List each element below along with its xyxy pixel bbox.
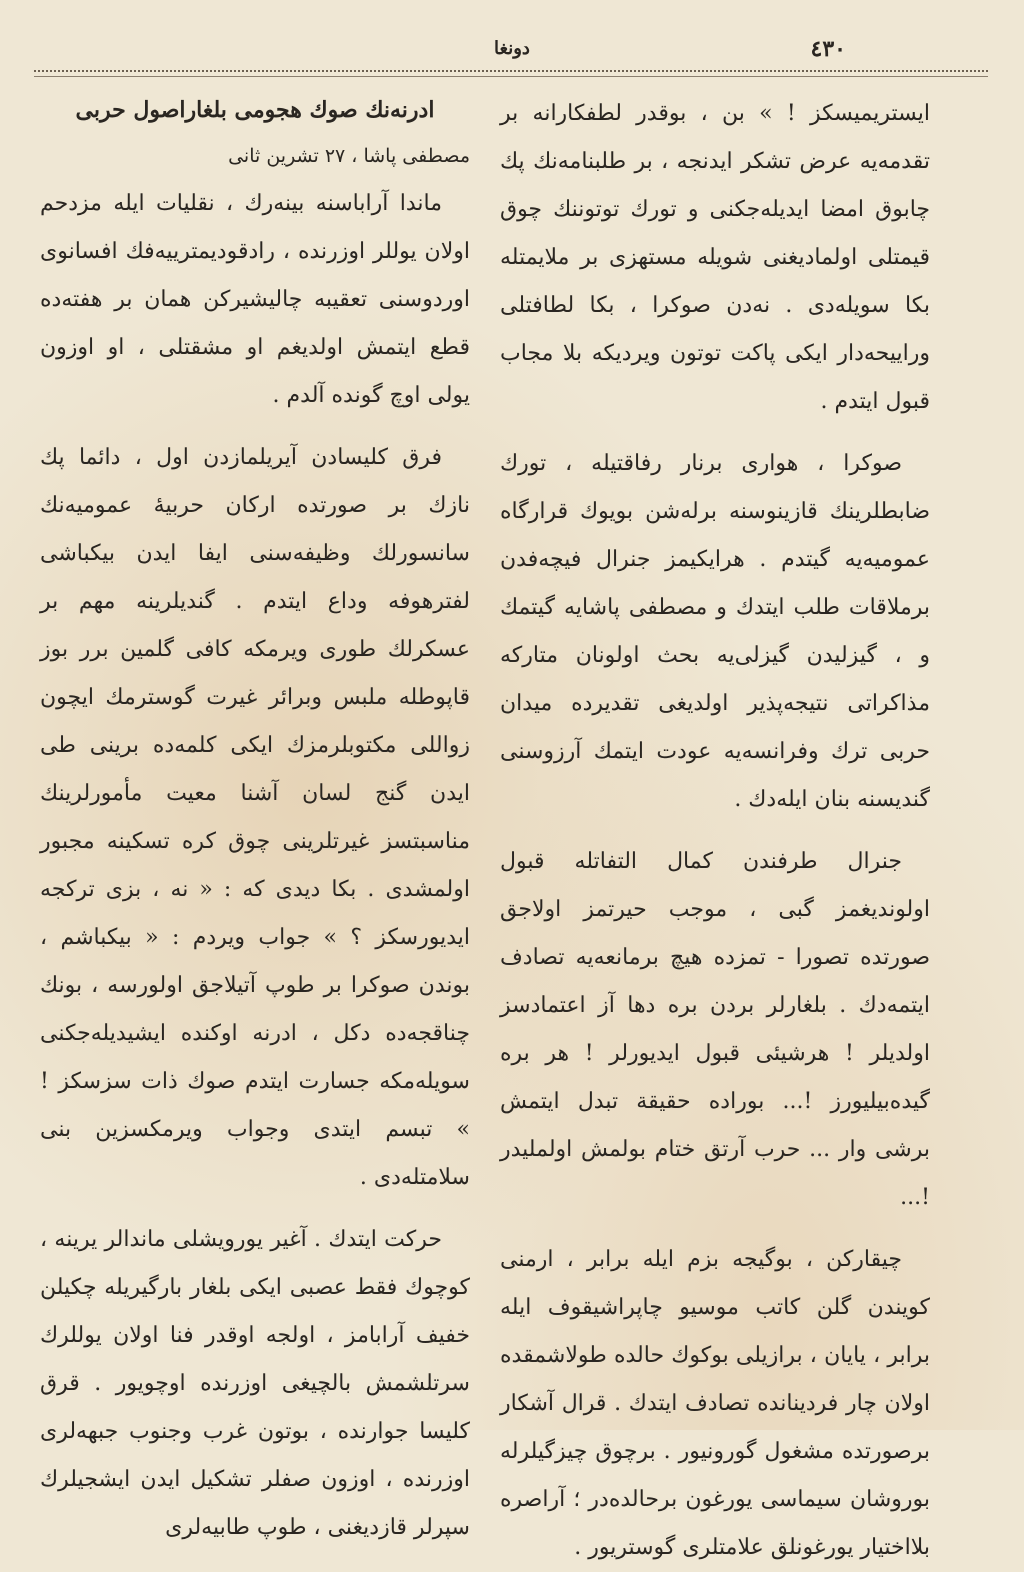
left-column xyxy=(40,90,470,1552)
paragraph: حركت ايتدك . آغير يورويشلى ماندالر يرينه ، كوچوك فقط عصبى ايكى بلغار بارگيريله چكيلن خفيف آرابامز ، اولجه اوقدر فنا اولان يوللرك سرتلشمش بالچيغى اوزرنده اوچويور . قرق كليسا جوارنده ، بوتون غرب وجنوب جبهه‌لرى اوزرنده ، اوزون صفلر تشكيل ايدن ايشجيلرك سپرلر قازديغنى ، طوپ طابيه‌لرى xyxy=(40,1227,470,1540)
running-title: دونغا xyxy=(494,38,530,59)
right-column xyxy=(500,90,930,1572)
paragraph: فرق كليسادن آيريلمازدن اول ، دائما پك نازك بر صورتده اركان حربيۀ عموميه‌نك سانسورلك وظيفه‌سنى ايفا ايدن بيكباشى لفترهوفه وداع ايتدم . گنديلرينه مهم بر عسكرلك طورى ويرمكه كافى گلمين برر بوز قاپوطله ملبس وبرائر غيرت گوسترمك ايچون زواللى مكتوبلرمزك ايكى كلمه‌ده برينى طى ايدن گنج لسان آشنا معيت مأمورلرينك مناسبتسز غيرتلرينى چوق كره تسكينه مجبور اولمشدى . بكا ديدى كه : « نه ، بزى تركجه ايديورسكز ؟ » جواب ويردم : « بيكباشم ، بوندن صوكرا بر طوپ آتيلاجق اولورسه ، بونك چناقجه‌ده دكل ، ادرنه اوكنده ايشيديله‌جكنى سويله‌مكه جسارت ايتدم صوك ذات سزسكز ! » تبسم ايتدى وجواب ويرمكسزين بنى سلامتله‌دى . xyxy=(40,445,470,1190)
header-rule xyxy=(34,70,988,77)
paragraph: ايستريميسكز ! » بن ، بوقدر لطفكارانه بر تقدمه‌يه عرض تشكر ايدنجه ، بر طلبنامه‌نك پك چابوق امضا ايديله‌جكنى و تورك توتوننك چوق قيمتلى اولماديغنى شويله مستهزى بر ملايمتله بكا سويله‌دى . نه‌دن صوكرا ، بكا لطافتلى وراييحه‌دار ايكى پاكت توتون ويرديكه بلا مجاب قبول ايتدم . xyxy=(500,101,930,414)
page-header xyxy=(40,36,984,66)
page-number: ٤٣٠ xyxy=(810,36,846,62)
article-dateline: مصطفى پاشا ، ٢٧ تشرين ثانى xyxy=(228,145,470,167)
paragraph: صوكرا ، هوارى برنار رفاقتيله ، تورك ضابطلرينك قازينوسنه برله‌شن بويوك قرارگاه عموميه‌يه گيتدم . هرايكيمز جنرال فيچه‌فدن برملاقات طلب ايتدك و مصطفى پاشايه گيتمك و ، گيزليدن گيزلى‌يه بحث اولونان متاركه مذاكراتى نتيجه‌پذير اولديغى تقديرده ميدان حربى ترك وفرانسه‌يه عودت ايتمك آرزوسنى گنديسنه بنان ايله‌دك . xyxy=(500,451,930,812)
paragraph: جنرال طرفندن كمال التفاتله قبول اولونديغمز گبى ، موجب حيرتمز اولاجق صورتده تصورا - تمزده هيچ برمانعه‌يه تصادف ايتمه‌دك . بلغارلر بردن بره دها آز اعتمادسز اولديلر ! هرشيئى قبول ايديورلر ! هر بره گيده‌بيليورز !... بوراده حقيقة تبدل ايتمش برشى وار ... حرب آرتق ختام بولمش اولمليدر !... xyxy=(500,849,930,1210)
article-headline: ادرنه‌نك صوك هجومى بلغاراصول حربى xyxy=(75,97,435,123)
paragraph: ماندا آراباسنه بينه‌رك ، نقليات ايله مزدحم اولان يوللر اوزرنده ، رادقوديمترييه‌فك افسانوى اوردوسنى تعقيبه چاليشيركن همان بر هفته‌ده قطع ايتمش اولديغم او مشقتلى ، او اوزون يولى اوچ گونده آلدم . xyxy=(40,191,470,408)
paragraph: چيقاركن ، بوگيجه بزم ايله برابر ، ارمنى كويندن گلن كاتب موسيو چاپراشيقوف ايله برابر ، يايان ، برازيلى بوكوك حالده طولاشمقده اولان چار فرديناندە تصادف ايتدك . قرال آشكار برصورتده مشغول گورونيور . برچوق چيزگيلرله بوروشان سيماسى يورغون برحالده‌در ؛ آراصره بلااختيار يورغونلق علامتلرى گوستريور . xyxy=(500,1247,930,1560)
